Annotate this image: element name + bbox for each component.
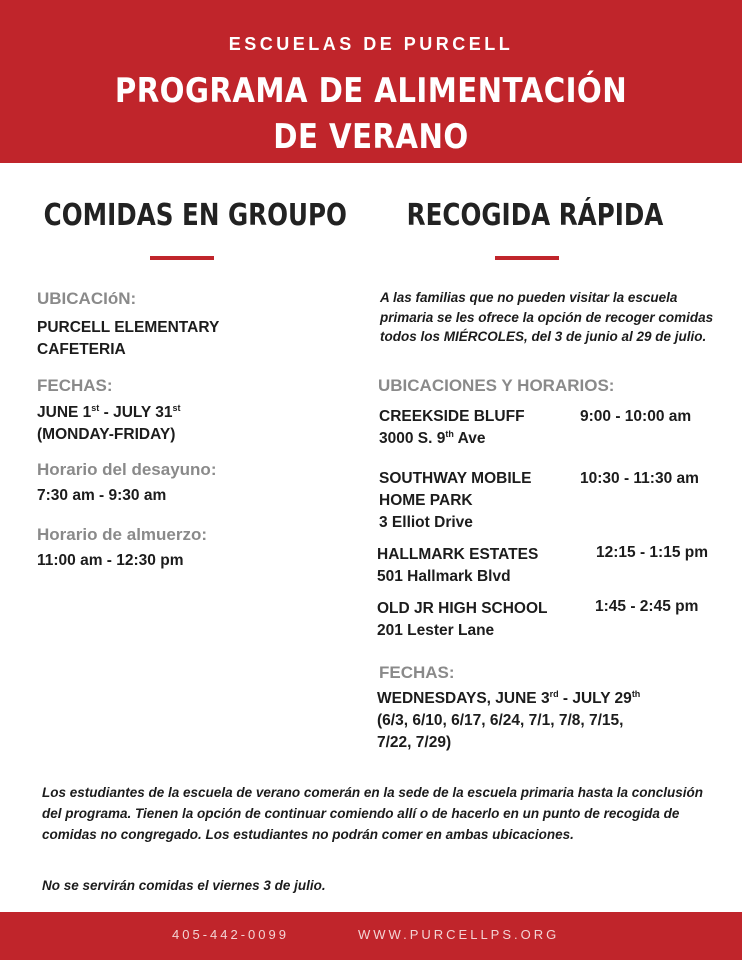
locations-schedule-label: UBICACIONES Y HORARIOS:	[378, 376, 615, 395]
org-name: ESCUELAS DE PURCELL	[228, 34, 514, 54]
header-banner	[0, 0, 742, 163]
group-meals-heading: COMIDAS EN GROUPO	[43, 198, 347, 233]
location-label: UBICACIóN:	[37, 289, 137, 308]
pickup-intro-text: A las familias que no pueden visitar la escuela primaria se les ofrece la opción de recoger comidas todos los MIÉRCOLES, del 3 de junio al 29 de julio.	[380, 290, 714, 344]
title-line-1: PROGRAMA DE ALIMENTACIÓN	[114, 71, 628, 111]
quick-pickup-heading: RECOGIDA RÁPIDA	[406, 198, 664, 233]
dates-range-right: WEDNESDAYS, JUNE 3rd - JULY 29th	[377, 689, 641, 707]
heading-divider-right	[495, 256, 559, 260]
dates-range-left: JUNE 1st - JULY 31st	[37, 403, 181, 421]
students-note: Los estudiantes de la escuela de verano comerán en la sede de la escuela primaria hasta la conclusión del programa. Tienen la opción de continuar comiendo allí o de hacerlo en un punto de recogida de comidas no congregado. Los estudiantes no podrán comer en ambas ubicaciones.	[42, 785, 704, 842]
location-time: 9:00 - 10:00 am	[580, 408, 692, 425]
dates-list-line-1: (6/3, 6/10, 6/17, 6/24, 7/1, 7/8, 7/15,	[377, 712, 624, 729]
location-line-2: CAFETERIA	[37, 341, 126, 358]
dates-list-line-2: 7/22, 7/29)	[377, 734, 452, 751]
lunch-time: 11:00 am - 12:30 pm	[37, 552, 184, 569]
breakfast-time: 7:30 am - 9:30 am	[37, 487, 167, 504]
location-name: CREEKSIDE BLUFF 3000 S. 9th Ave	[379, 408, 525, 447]
location-line-1: PURCELL ELEMENTARY	[37, 319, 220, 336]
dates-days-left: (MONDAY-FRIDAY)	[37, 426, 176, 443]
location-time: 1:45 - 2:45 pm	[595, 598, 699, 615]
footer-website-link[interactable]: WWW.PURCELLPS.ORG	[358, 927, 560, 942]
dates-value-left	[37, 402, 181, 446]
page-title	[52, 68, 690, 160]
dates-label-right: FECHAS:	[379, 663, 455, 682]
dates-label-left: FECHAS:	[37, 376, 113, 395]
footer-banner	[0, 912, 742, 960]
no-meals-note: No se servirán comidas el viernes 3 de julio.	[42, 878, 326, 893]
breakfast-label: Horario del desayuno:	[37, 460, 217, 479]
location-time: 12:15 - 1:15 pm	[596, 544, 708, 561]
location-time: 10:30 - 11:30 am	[580, 470, 699, 487]
lunch-label: Horario de almuerzo:	[37, 525, 208, 544]
location-name: OLD JR HIGH SCHOOL 201 Lester Lane	[377, 600, 548, 639]
heading-divider-left	[150, 256, 214, 260]
footer-phone[interactable]: 405-442-0099	[172, 927, 289, 942]
location-name: HALLMARK ESTATES 501 Hallmark Blvd	[377, 546, 539, 585]
dates-value-right	[377, 688, 640, 754]
location-value	[37, 317, 219, 361]
title-line-2: DE VERANO	[273, 117, 469, 157]
location-name: SOUTHWAY MOBILE HOME PARK 3 Elliot Drive	[379, 470, 532, 531]
